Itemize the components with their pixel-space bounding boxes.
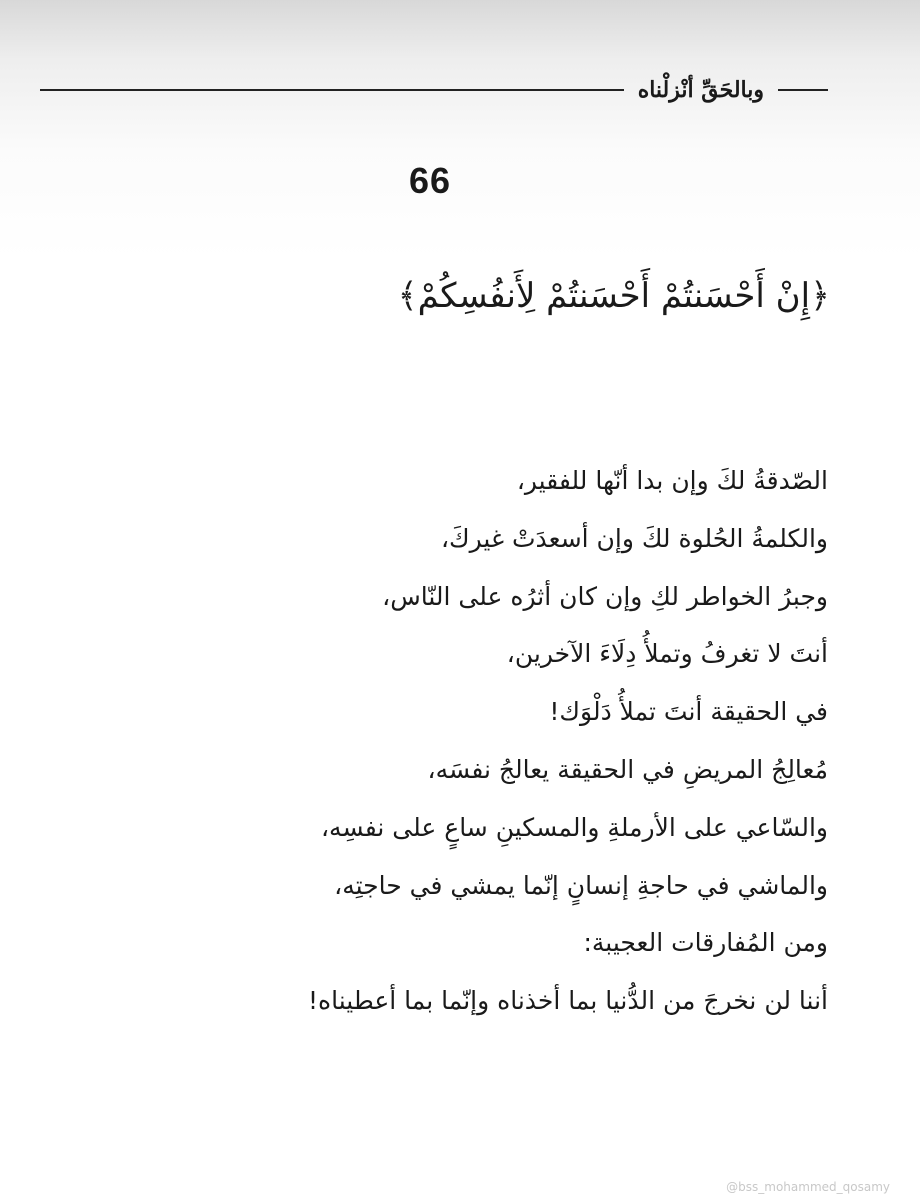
header-rule-left xyxy=(40,89,624,91)
text-line: أنتَ لا تغرفُ وتملأُ دِلَاءَ الآخرين، xyxy=(506,639,828,669)
body-text xyxy=(48,452,828,1030)
text-line: وجبرُ الخواطر لكِ وإن كان أثرُه على النّاس، xyxy=(382,581,828,611)
page-number: 66 xyxy=(408,160,452,201)
text-line: الصّدقةُ لكَ وإن بدا أنّها للفقير، xyxy=(516,466,828,495)
text-line: والكلمةُ الحُلوة لكَ وإن أسعدَتْ غيركَ، xyxy=(440,523,828,553)
text-line: والماشي في حاجةِ إنسانٍ إنّما يمشي في حاجتِه، xyxy=(334,870,828,900)
text-line: ومن المُفارقات العجيبة: xyxy=(583,928,828,958)
book-title: وبالحَقِّ أنْزلْناه xyxy=(637,77,764,103)
text-line: في الحقيقة أنتَ تملأُ دَلْوَك! xyxy=(549,697,828,727)
header-rule-right xyxy=(778,89,828,91)
text-line: أننا لن نخرجَ من الدُّنيا بما أخذناه وإنّما بما أعطيناه! xyxy=(308,986,828,1016)
text-line: مُعالِجُ المريضِ في الحقيقة يعالجُ نفسَه، xyxy=(427,754,828,784)
running-header xyxy=(40,72,828,108)
text-line: والسّاعي على الأرملةِ والمسكينِ ساعٍ على نفسِه، xyxy=(320,812,828,842)
quran-verse: ﴿إِنْ أَحْسَنتُمْ أَحْسَنتُمْ لِأَنفُسِكُمْ﴾ xyxy=(397,276,830,316)
watermark: @bss_mohammed_qosamy xyxy=(726,1180,890,1194)
